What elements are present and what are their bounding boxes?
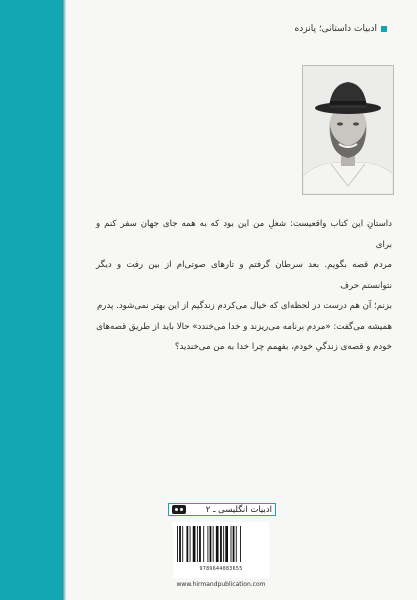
square-icon	[381, 26, 387, 32]
isbn-number: 9789644083655	[199, 566, 243, 572]
series-label	[168, 503, 276, 516]
publisher-website: www.hirmandpublication.com	[176, 581, 266, 588]
description-line: داستانِ این کتاب واقعیست: شغلِ من این بود که به همه جای جهان سفر کنم و برای	[96, 219, 392, 250]
series-label-text: ادبیات انگلیسی ـ ۲	[205, 504, 272, 515]
spine-shadow	[62, 0, 66, 600]
series-header-text: ادبیات داستانی؛ پانزده	[294, 24, 377, 34]
description-line: همیشه می‌گفت: «مردم برنامه می‌ریزند و خدا می‌خندد» حالا باید از طریق قصه‌های	[96, 321, 392, 332]
barcode-icon	[173, 522, 269, 566]
author-portrait	[302, 65, 394, 195]
series-header	[295, 24, 387, 34]
book-description	[96, 214, 392, 358]
description-line: مردم قصه بگویم. بعد سرطان گرفتم و تارهای صوتی‌ام از بین رفت و دیگر نتوانستم حرف	[96, 260, 392, 291]
publisher-logo-icon	[172, 505, 186, 514]
description-line: بزنم؛ آن هم درست در لحظه‌ای که خیال می‌کردم زندگیم از این بهتر نمی‌شود. پدرم	[96, 301, 392, 311]
description-line: خودم و قصه‌ی زندگیِ خودم، بفهمم چرا خدا به من می‌خندید؟	[174, 342, 392, 352]
spine-band	[0, 0, 62, 600]
author-portrait-icon	[303, 66, 393, 194]
